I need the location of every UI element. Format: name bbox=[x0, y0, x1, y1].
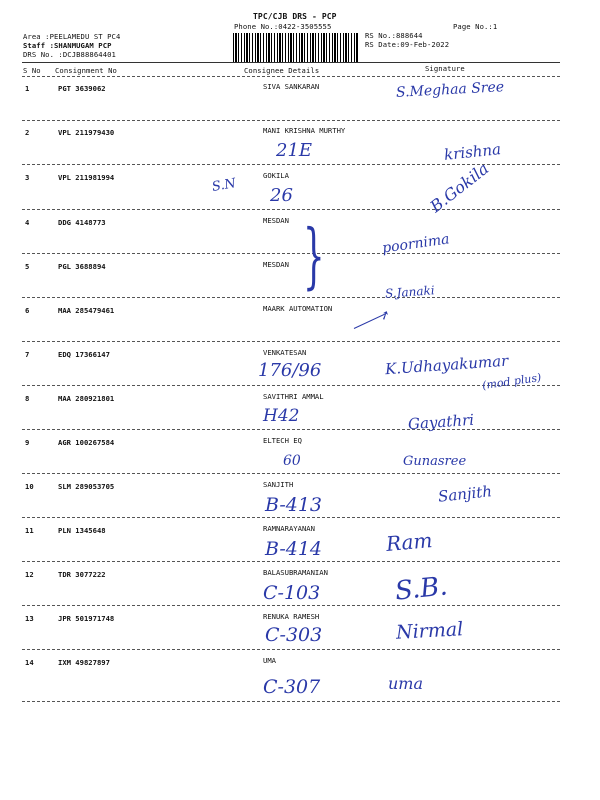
row-8-consignment: MAA 280921801 bbox=[58, 394, 115, 403]
row-10-consignee: SANJITH bbox=[263, 480, 294, 489]
row-5-consignment: PGL 3688894 bbox=[58, 262, 106, 271]
note-row-7: 176/96 bbox=[258, 360, 322, 381]
row-7-consignee: VENKATESAN bbox=[263, 348, 307, 357]
row-11-sno: 11 bbox=[25, 526, 34, 535]
note-row-2: 21E bbox=[276, 140, 313, 161]
note-row-9: 60 bbox=[283, 453, 301, 469]
row-divider bbox=[22, 253, 560, 254]
rs-number: RS No.:888644 bbox=[365, 31, 423, 40]
row-2-consignee: MANI KRISHNA MURTHY bbox=[263, 126, 346, 135]
row-7-sno: 7 bbox=[25, 350, 30, 359]
row-13-consignee: RENUKA RAMESH bbox=[263, 612, 320, 621]
signature-row-1: S.Meghaa Sree bbox=[395, 79, 505, 101]
row-14-consignee: UMA bbox=[263, 656, 276, 665]
row-divider bbox=[22, 517, 560, 518]
row-1-consignment: PGT 3639062 bbox=[58, 84, 106, 93]
report-title: TPC/CJB DRS - PCP bbox=[253, 12, 337, 21]
row-11-consignment: PLN 1345648 bbox=[58, 526, 106, 535]
barcode bbox=[233, 33, 359, 63]
row-13-consignment: JPR 501971748 bbox=[58, 614, 115, 623]
row-4-sno: 4 bbox=[25, 218, 30, 227]
note-row-12: C-103 bbox=[263, 582, 321, 604]
phone-number: Phone No.:0422-3505555 bbox=[234, 22, 332, 31]
row-divider bbox=[22, 297, 560, 298]
row-2-consignment: VPL 211979430 bbox=[58, 128, 115, 137]
row-1-consignee: SIVA SANKARAN bbox=[263, 82, 320, 91]
row-divider bbox=[22, 561, 560, 562]
row-3-consignee: GOKILA bbox=[263, 171, 289, 180]
row-3-consignment: VPL 211981994 bbox=[58, 173, 115, 182]
row-8-sno: 8 bbox=[25, 394, 30, 403]
page-number: Page No.:1 bbox=[453, 22, 498, 31]
row-14-consignment: IXM 49827897 bbox=[58, 658, 110, 667]
staff-field: Staff :SHANMUGAM PCP bbox=[23, 41, 112, 50]
row-13-sno: 13 bbox=[25, 614, 34, 623]
signature-row-7: K.Udhayakumar bbox=[384, 351, 509, 379]
signature-row-12: S.B. bbox=[393, 571, 449, 607]
arrow-head-icon: ➚ bbox=[377, 306, 393, 324]
signature-row-13: Nirmal bbox=[395, 618, 464, 644]
signature-row-7-note: (mod plus) bbox=[481, 370, 543, 393]
column-signature: Signature bbox=[425, 64, 465, 73]
row-divider bbox=[22, 341, 560, 342]
signature-row-2: krishna bbox=[443, 140, 502, 164]
row-8-consignee: SAVITHRI AMMAL bbox=[263, 392, 324, 401]
row-divider bbox=[22, 649, 560, 650]
signature-row-8: Gayathri bbox=[407, 410, 475, 434]
row-divider bbox=[22, 120, 560, 121]
note-row-11: B-414 bbox=[265, 538, 322, 560]
signature-row-3: B.Gokila bbox=[426, 158, 493, 217]
row-10-sno: 10 bbox=[25, 482, 34, 491]
column-sno: S No bbox=[23, 66, 41, 75]
brace-mark: } bbox=[303, 215, 325, 299]
signature-row-14: uma bbox=[388, 674, 424, 693]
row-9-sno: 9 bbox=[25, 438, 30, 447]
row-12-consignment: TDR 3077222 bbox=[58, 570, 106, 579]
row-9-consignee: ELTECH EQ bbox=[263, 436, 302, 445]
drs-number: DRS No. :DCJB88864401 bbox=[23, 50, 116, 59]
signature-row-4: poornima bbox=[381, 231, 451, 257]
note-row-3: 26 bbox=[270, 185, 293, 206]
row-6-consignment: MAA 285479461 bbox=[58, 306, 115, 315]
row-6-sno: 6 bbox=[25, 306, 30, 315]
rs-date: RS Date:09-Feb-2022 bbox=[365, 40, 450, 49]
row-divider bbox=[22, 385, 560, 386]
row-divider bbox=[22, 701, 560, 702]
signature-row-10: Sanjith bbox=[437, 482, 493, 506]
column-consignment: Consignment No bbox=[55, 66, 117, 75]
note-row-13: C-303 bbox=[265, 624, 323, 646]
note-row-14: C-307 bbox=[263, 676, 321, 698]
row-12-sno: 12 bbox=[25, 570, 34, 579]
signature-row-5: S.Janaki bbox=[384, 283, 436, 301]
row-1-sno: 1 bbox=[25, 84, 30, 93]
row-5-consignee: MESDAN bbox=[263, 260, 289, 269]
area-field: Area :PEELAMEDU ST PC4 bbox=[23, 32, 121, 41]
header-rule-top bbox=[22, 62, 560, 63]
note-row-10: B-413 bbox=[265, 494, 322, 516]
row-4-consignment: DDG 4148773 bbox=[58, 218, 106, 227]
row-7-consignment: EDQ 17366147 bbox=[58, 350, 110, 359]
row-2-sno: 2 bbox=[25, 128, 30, 137]
row-14-sno: 14 bbox=[25, 658, 34, 667]
signature-row-9: Gunasree bbox=[403, 454, 467, 469]
header-rule-bottom bbox=[22, 76, 560, 77]
note-row-3-initials: S.N bbox=[210, 176, 238, 195]
row-divider bbox=[22, 473, 560, 474]
note-row-8: H42 bbox=[263, 406, 300, 426]
row-5-sno: 5 bbox=[25, 262, 30, 271]
row-10-consignment: SLM 289053705 bbox=[58, 482, 115, 491]
column-consignee: Consignee Details bbox=[244, 66, 320, 75]
row-9-consignment: AGR 100267584 bbox=[58, 438, 115, 447]
row-divider bbox=[22, 605, 560, 606]
row-3-sno: 3 bbox=[25, 173, 30, 182]
row-12-consignee: BALASUBRAMANIAN bbox=[263, 568, 328, 577]
signature-row-11: Ram bbox=[385, 528, 434, 556]
row-4-consignee: MESDAN bbox=[263, 216, 289, 225]
row-divider bbox=[22, 209, 560, 210]
row-6-consignee: MAARK AUTOMATION bbox=[263, 304, 333, 313]
row-divider bbox=[22, 429, 560, 430]
row-11-consignee: RAMNARAYANAN bbox=[263, 524, 315, 533]
